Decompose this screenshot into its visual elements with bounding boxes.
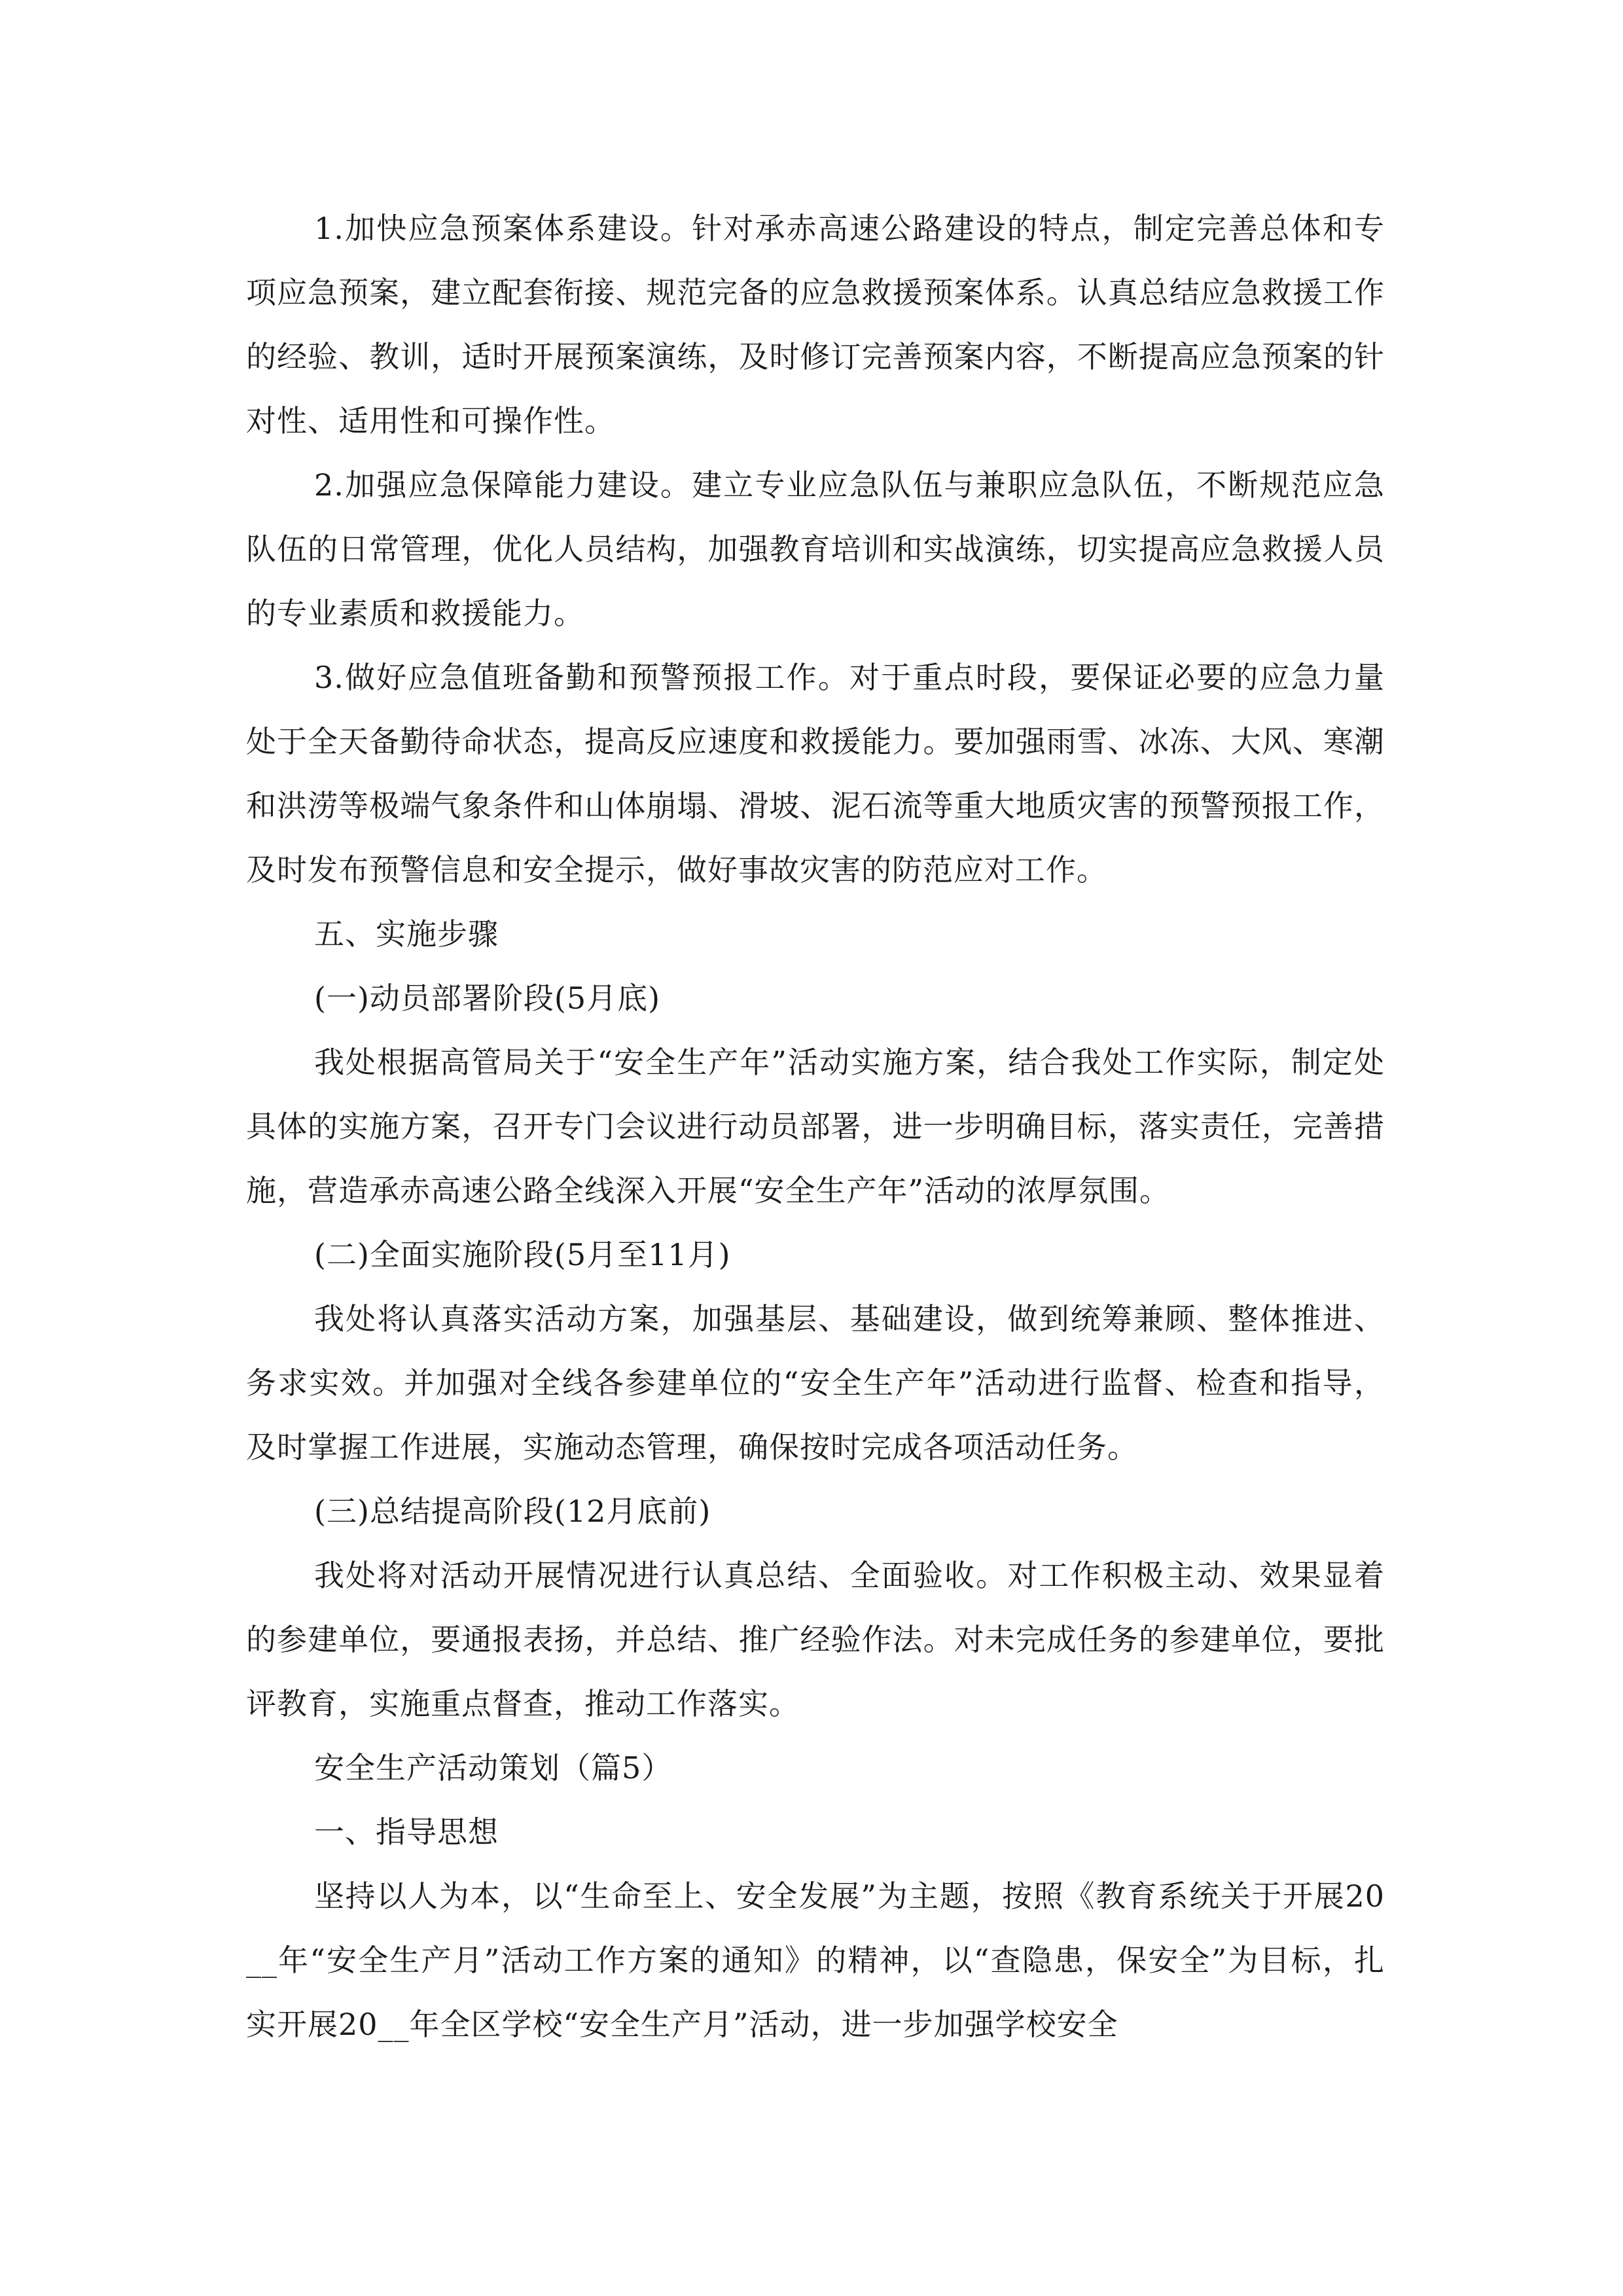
paragraph-emergency-plan-system: 1.加快应急预案体系建设。针对承赤高速公路建设的特点，制定完善总体和专项应急预案，建立配套衔接、规范完备的应急救援预案体系。认真总结应急救援工作的经验、教训，适时开展预案演练，及时修订完善预案内容，不断提高应急预案的针对性、适用性和可操作性。	[246, 211, 1385, 439]
document-body	[246, 196, 1385, 2056]
paragraph-duty-and-warning: 3.做好应急值班备勤和预警预报工作。对于重点时段，要保证必要的应急力量处于全天备勤待命状态，提高反应速度和救援能力。要加强雨雪、冰冻、大风、寒潮和洪涝等极端气象条件和山体崩塌、滑坡、泥石流等重大地质灾害的预警预报工作，及时发布预警信息和安全提示，做好事故灾害的防范应对工作。	[246, 660, 1385, 888]
paragraph-mobilization: 我处根据高管局关于“安全生产年”活动实施方案，结合我处工作实际，制定处具体的实施方案，召开专门会议进行动员部署，进一步明确目标，落实责任，完善措施，营造承赤高速公路全线深入开展“安全生产年”活动的浓厚氛围。	[246, 1045, 1385, 1208]
subheading-full-implementation-stage: (二)全面实施阶段(5月至11月)	[314, 1237, 731, 1272]
paragraph-guiding-ideology: 坚持以人为本，以“生命至上、安全发展”为主题，按照《教育系统关于开展20__年“安全生产月”活动工作方案的通知》的精神，以“查隐患，保安全”为目标，扎实开展20__年全区学校“安全生产月”活动，进一步加强学校安全	[246, 1878, 1385, 2042]
subheading-summary-stage: (三)总结提高阶段(12月底前)	[314, 1494, 711, 1529]
section-heading-guiding-ideology: 一、指导思想	[314, 1814, 499, 1850]
paragraph-emergency-capability: 2.加强应急保障能力建设。建立专业应急队伍与兼职应急队伍，不断规范应急队伍的日常管理，优化人员结构，加强教育培训和实战演练，切实提高应急救援人员的专业素质和救援能力。	[246, 467, 1385, 631]
paragraph-full-implementation: 我处将认真落实活动方案，加强基层、基础建设，做到统筹兼顾、整体推进、务求实效。并加强对全线各参建单位的“安全生产年”活动进行监督、检查和指导，及时掌握工作进展，实施动态管理，确保按时完成各项活动任务。	[246, 1301, 1385, 1465]
subheading-mobilization-stage: (一)动员部署阶段(5月底)	[314, 980, 661, 1016]
article-title-part-5: 安全生产活动策划（篇5）	[314, 1750, 673, 1785]
section-heading-implementation-steps: 五、实施步骤	[314, 916, 499, 952]
paragraph-summary: 我处将对活动开展情况进行认真总结、全面验收。对工作积极主动、效果显着的参建单位，要通报表扬，并总结、推广经验作法。对未完成任务的参建单位，要批评教育，实施重点督查，推动工作落实。	[246, 1558, 1385, 1721]
